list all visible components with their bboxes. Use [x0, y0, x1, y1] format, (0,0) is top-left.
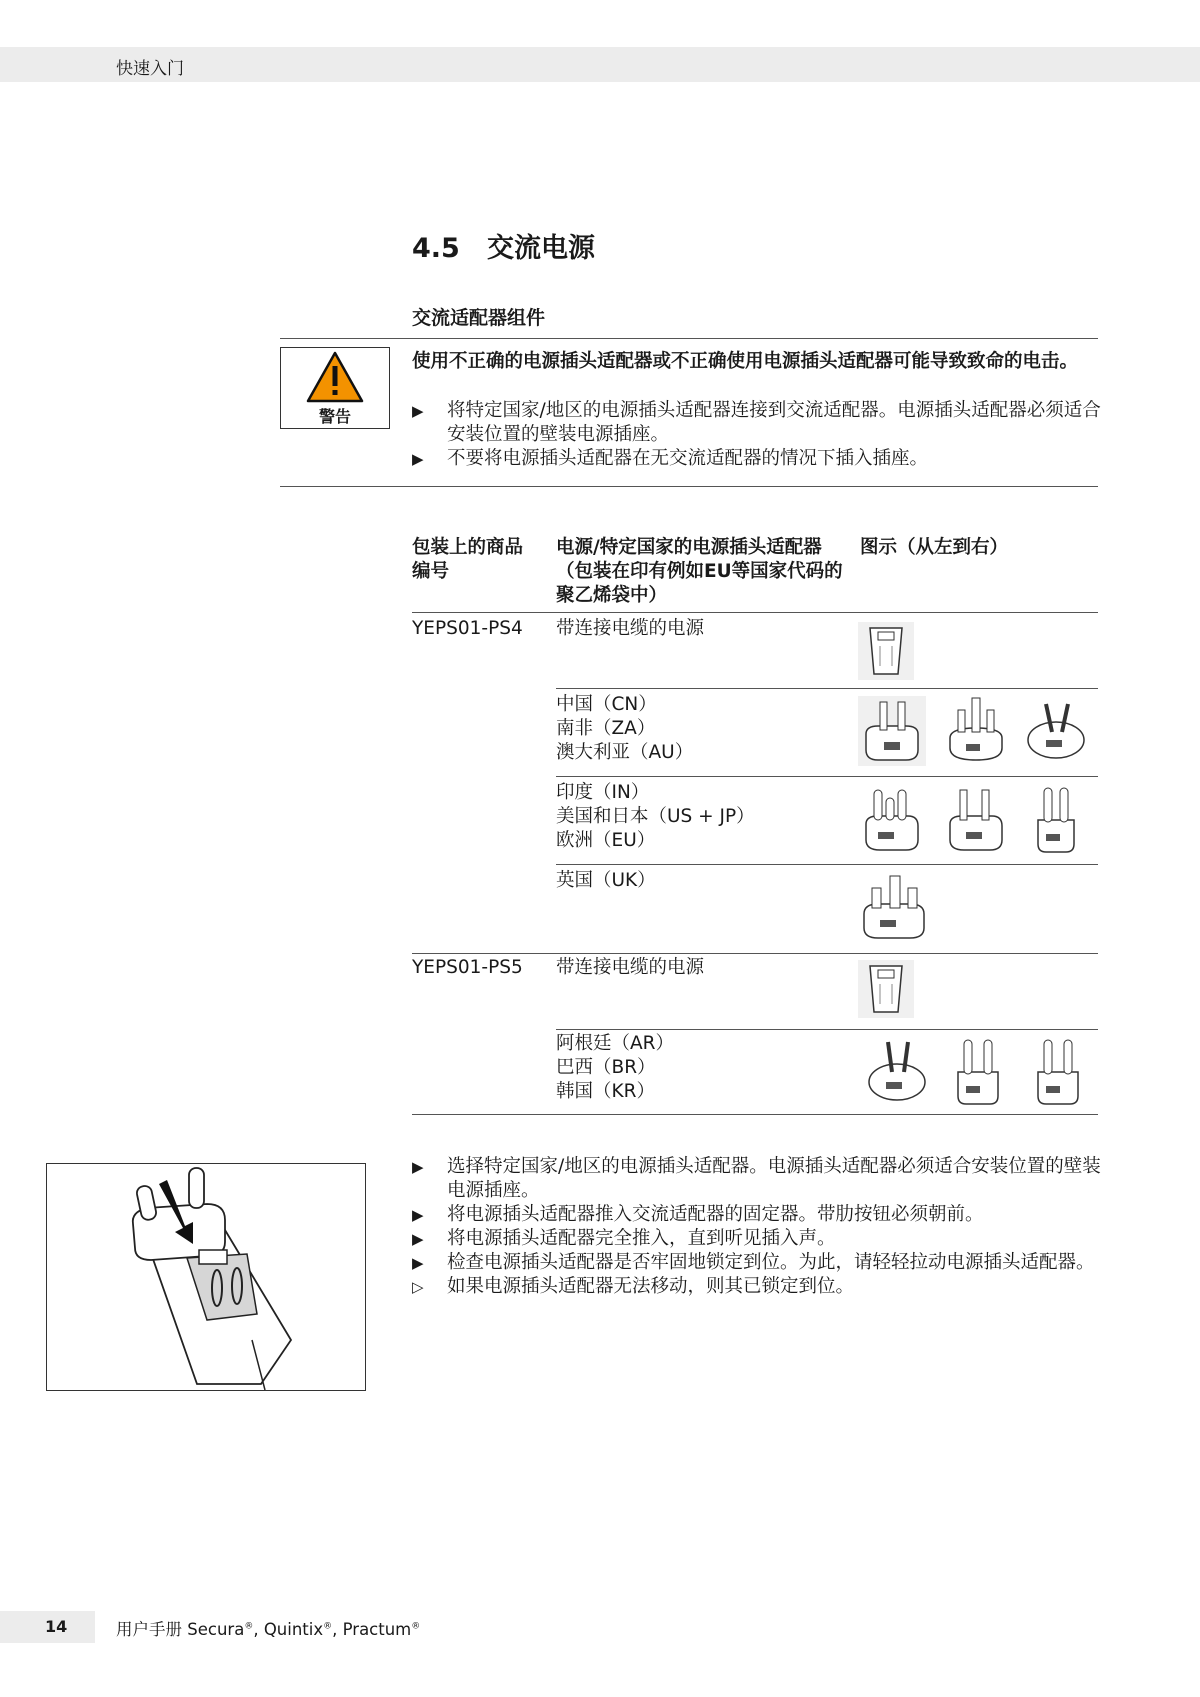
table-rule	[412, 953, 1098, 954]
plug-us-jp-illustration	[942, 784, 1010, 856]
table-cell-adapter: 带连接电缆的电源	[556, 618, 705, 639]
plug-insertion-illustration	[47, 1164, 365, 1390]
table-cell-adapter: 英国（UK）	[556, 870, 656, 891]
step-item: ▶ 将电源插头适配器推入交流适配器的固定器。带肋按钮必须朝前。	[412, 1204, 984, 1225]
table-cell-item: YEPS01-PS5	[412, 957, 523, 978]
arrow-icon: ▶	[412, 1254, 424, 1272]
instruction-steps	[412, 1155, 1102, 1299]
table-rule	[556, 864, 1098, 865]
warning-headline: 使用不正确的电源插头适配器或不正确使用电源插头适配器可能导致致命的电击。	[412, 351, 1079, 372]
table-cell-adapter: 带连接电缆的电源	[556, 957, 705, 978]
step-result: ▷ 如果电源插头适配器无法移动，则其已锁定到位。	[412, 1276, 855, 1297]
warning-label: 警告	[318, 407, 351, 426]
page-title	[412, 226, 595, 265]
table-header-adapter: 电源/特定国家的电源插头适配器（包装在印有例如EU等国家代码的聚乙烯袋中）	[556, 537, 843, 606]
power-supply-illustration	[858, 622, 914, 680]
table-rule	[412, 1114, 1098, 1115]
divider	[280, 486, 1098, 487]
warning-triangle-icon	[305, 350, 365, 404]
table-header-item: 包装上的商品编号	[412, 537, 524, 582]
table-rule	[412, 612, 1098, 613]
page-number: 14	[45, 1617, 68, 1636]
plug-uk-illustration	[858, 872, 930, 944]
table-rule	[556, 1029, 1098, 1030]
plug-za-illustration	[942, 696, 1010, 766]
result-arrow-icon: ▷	[412, 1278, 424, 1296]
plug-kr-illustration	[1030, 1036, 1086, 1108]
table-header-illustration: 图示（从左到右）	[860, 537, 1009, 558]
table-cell-adapter: 印度（IN） 美国和日本（US + JP） 欧洲（EU）	[556, 782, 755, 851]
warning-box	[280, 347, 390, 429]
arrow-icon: ▶	[412, 1206, 424, 1224]
step-item: ▶ 检查电源插头适配器是否牢固地锁定到位。为此，请轻轻拉动电源插头适配器。	[412, 1252, 1095, 1273]
arrow-icon: ▶	[412, 402, 424, 420]
table-cell-item: YEPS01-PS4	[412, 618, 523, 639]
plug-au-illustration	[1022, 696, 1090, 766]
warning-bullets	[412, 399, 1102, 471]
plug-br-illustration	[950, 1036, 1006, 1108]
power-supply-illustration	[858, 960, 914, 1018]
subheading: 交流适配器组件	[412, 307, 546, 329]
plug-cn-illustration	[858, 696, 926, 766]
insertion-figure	[46, 1163, 366, 1391]
arrow-icon: ▶	[412, 450, 424, 468]
warning-bullet: ▶ 将特定国家/地区的电源插头适配器连接到交流适配器。电源插头适配器必须适合安装位置的壁装电源插座。	[412, 400, 1101, 445]
table-cell-adapter: 中国（CN） 南非（ZA） 澳大利亚（AU）	[556, 694, 694, 763]
table-rule	[556, 776, 1098, 777]
plug-in-illustration	[858, 784, 926, 856]
arrow-icon: ▶	[412, 1230, 424, 1248]
warning-bullet: ▶ 不要将电源插头适配器在无交流适配器的情况下插入插座。	[412, 448, 929, 469]
table-cell-adapter: 阿根廷（AR） 巴西（BR） 韩国（KR）	[556, 1033, 675, 1102]
arrow-icon: ▶	[412, 1158, 424, 1176]
divider	[280, 338, 1098, 339]
step-item: ▶ 选择特定国家/地区的电源插头适配器。电源插头适配器必须适合安装位置的壁装电源插座。	[412, 1156, 1101, 1201]
footer-manual-title: 用户手册 Secura®, Quintix®, Practum®	[116, 1620, 421, 1639]
plug-ar-illustration	[864, 1036, 930, 1108]
step-item: ▶ 将电源插头适配器完全推入，直到听见插入声。	[412, 1228, 836, 1249]
plug-eu-illustration	[1026, 784, 1086, 856]
section-number: 4.5	[412, 233, 460, 264]
table-rule	[556, 688, 1098, 689]
section-header: 快速入门	[116, 59, 184, 79]
section-title: 交流电源	[487, 233, 595, 264]
